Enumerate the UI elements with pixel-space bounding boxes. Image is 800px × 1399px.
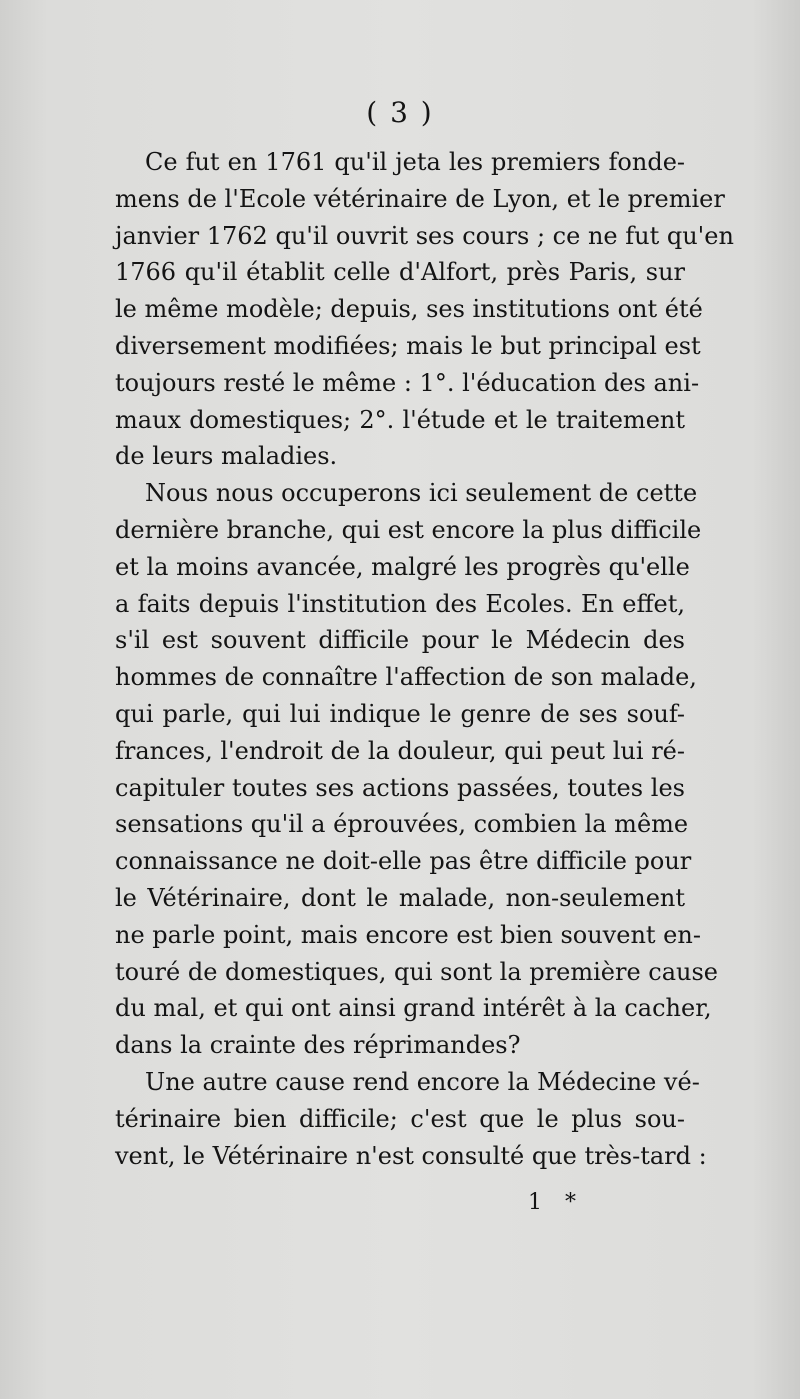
signature-mark: 1 * [528,1190,584,1215]
text-line: qui parle, qui lui indique le genre de ses souf- [115,699,685,728]
text-line: Une autre cause rend encore la Médecine vé- [145,1067,700,1096]
text-line: ne parle point, mais encore est bien souvent en- [115,920,701,949]
text-line: vent, le Vétérinaire n'est consulté que très-tard : [115,1141,707,1170]
text-line: Nous nous occuperons ici seulement de cette [145,479,698,508]
text-line: s'il est souvent difficile pour le Médecin des [115,626,685,655]
text-line: dans la crainte des réprimandes? [115,1031,521,1060]
text-line: térinaire bien difficile; c'est que le plus sou- [115,1104,685,1133]
text-line: hommes de connaître l'affection de son malade, [115,663,697,692]
text-line: le même modèle; depuis, ses institutions ont été [115,295,703,324]
text-line: et la moins avancée, malgré les progrès qu'elle [115,552,690,581]
text-line: du mal, et qui ont ainsi grand intérêt à la cacher, [115,994,712,1023]
text-line: touré de domestiques, qui sont la première cause [115,957,718,986]
text-line: dernière branche, qui est encore la plus difficile [115,515,702,544]
text-line: sensations qu'il a éprouvées, combien la même [115,810,689,839]
page-number: ( 3 ) [366,96,434,129]
text-line: 1766 qu'il établit celle d'Alfort, près Paris, sur [115,258,685,287]
text-line: connaissance ne doit-elle pas être difficile pour [115,847,692,876]
text-line: le Vétérinaire, dont le malade, non-seulement [115,883,685,912]
text-line: mens de l'Ecole vétérinaire de Lyon, et le premier [115,184,725,213]
body-text [115,144,734,1174]
text-line: maux domestiques; 2°. l'étude et le traitement [115,405,685,434]
text-line: janvier 1762 qu'il ouvrit ses cours ; ce ne fut qu'en [115,221,734,250]
text-line: toujours resté le même : 1°. l'éducation des ani- [115,368,700,397]
text-line: de leurs maladies. [115,442,338,471]
text-line: Ce fut en 1761 qu'il jeta les premiers fonde- [145,148,685,176]
text-line: frances, l'endroit de la douleur, qui peut lui ré- [115,736,685,765]
text-line: capituler toutes ses actions passées, toutes les [115,773,685,802]
text-line: diversement modifiées; mais le but principal est [115,331,701,360]
text-line: a faits depuis l'institution des Ecoles. En effet, [115,589,685,618]
